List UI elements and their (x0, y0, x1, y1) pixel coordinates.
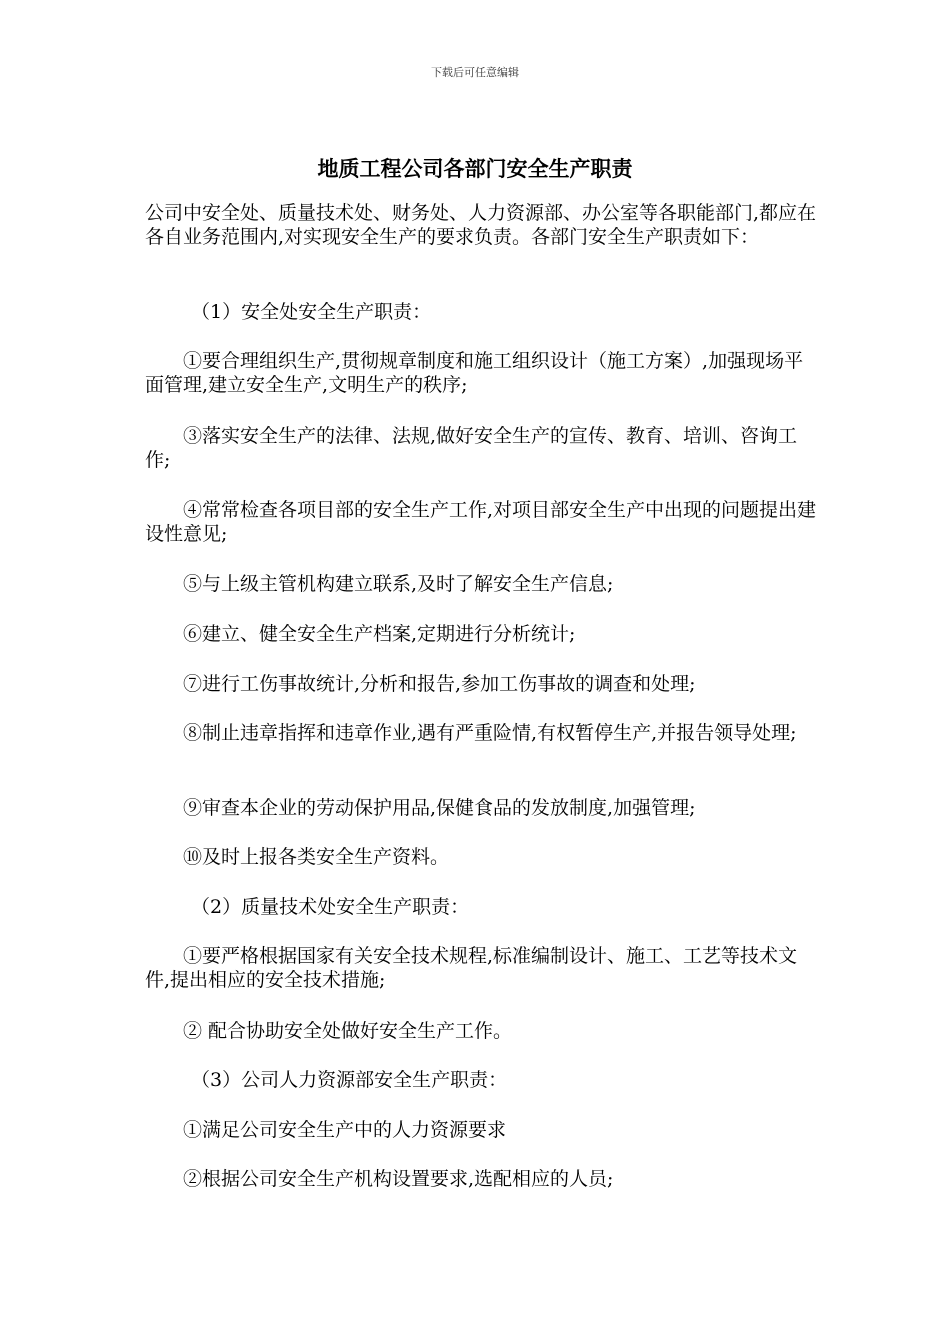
section-1-item-3: ③落实安全生产的法律、法规,做好安全生产的宣传、教育、培训、咨询工作; (145, 425, 798, 471)
section-1-item-5: ⑤与上级主管机构建立联系,及时了解安全生产信息; (183, 573, 614, 595)
document-title: 地质工程公司各部门安全生产职责 (317, 156, 633, 181)
section-1-heading: （1）安全处安全生产职责： (191, 301, 432, 323)
section-1-item-10: ⑩及时上报各类安全生产资料。 (183, 846, 450, 868)
page-header-note: 下载后可任意编辑 (431, 66, 519, 79)
section-3-item-2: ②根据公司安全生产机构设置要求,选配相应的人员; (183, 1168, 614, 1190)
section-3-heading: （3）公司人力资源部安全生产职责： (191, 1069, 508, 1091)
section-1-item-6: ⑥建立、健全安全生产档案,定期进行分析统计; (183, 623, 576, 645)
section-1-item-9: ⑨审查本企业的劳动保护用品,保健食品的发放制度,加强管理; (183, 797, 696, 819)
section-2-heading: （2）质量技术处安全生产职责： (191, 896, 470, 918)
section-2-item-2: ② 配合协助安全处做好安全生产工作。 (183, 1020, 513, 1042)
section-1-item-1: ①要合理组织生产,贯彻规章制度和施工组织设计（施工方案）,加强现场平面管理,建立安全生产,文明生产的秩序; (145, 350, 804, 396)
intro-paragraph: 公司中安全处、质量技术处、财务处、人力资源部、办公室等各职能部门,都应在各自业务范围内,对实现安全生产的要求负责。各部门安全生产职责如下： (145, 202, 817, 248)
section-1-item-8: ⑧制止违章指挥和违章作业,遇有严重险情,有权暂停生产,并报告领导处理; (183, 722, 797, 744)
section-1-item-4: ④常常检查各项目部的安全生产工作,对项目部安全生产中出现的问题提出建设性意见; (145, 499, 817, 545)
section-1-item-7: ⑦进行工伤事故统计,分析和报告,参加工伤事故的调查和处理; (183, 673, 696, 695)
section-2-item-1: ①要严格根据国家有关安全技术规程,标准编制设计、施工、工艺等技术文件,提出相应的安全技术措施; (145, 945, 798, 991)
section-3-item-1: ①满足公司安全生产中的人力资源要求 (183, 1119, 507, 1141)
